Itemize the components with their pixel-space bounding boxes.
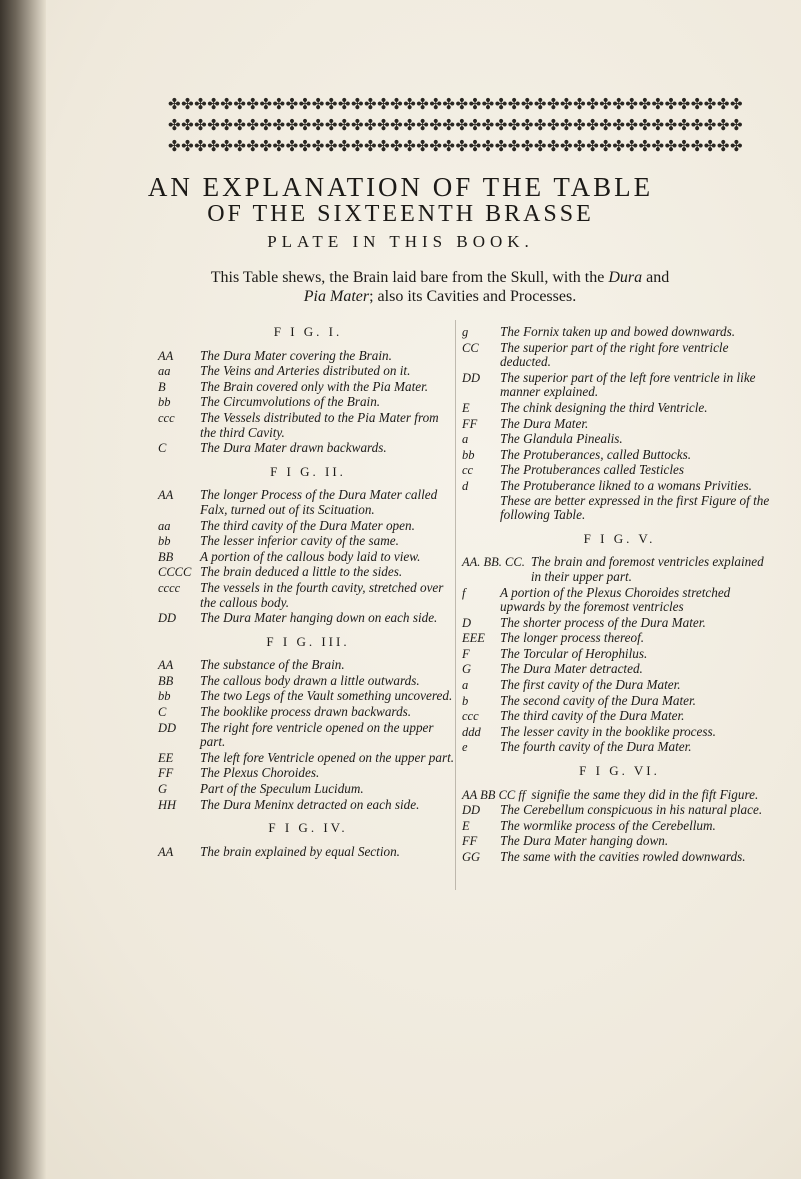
legend-entry — [158, 845, 458, 860]
legend-entry — [158, 674, 458, 689]
legend-entry — [462, 631, 777, 646]
legend-entry — [158, 364, 458, 379]
legend-entry — [462, 647, 777, 662]
entry-text: The Dura Meninx detracted on each side. — [200, 796, 420, 812]
entry-label: BB — [158, 549, 174, 564]
right-column — [462, 325, 777, 866]
legend-entry — [462, 709, 777, 724]
entry-text: The superior part of the right fore ventricle deducted. — [500, 339, 729, 370]
intro-text: ; also its Cavities and Processes. — [369, 288, 577, 305]
ornament-row: ✤✤✤✤✤✤✤✤✤✤✤✤✤✤✤✤✤✤✤✤✤✤✤✤✤✤✤✤✤✤✤✤✤✤✤✤✤✤✤✤✤✤✤✤ — [168, 116, 744, 134]
entry-label: AA — [158, 348, 174, 363]
legend-entry — [158, 550, 458, 565]
legend-entry — [158, 488, 458, 517]
figure-1-entries — [158, 349, 458, 456]
entry-label: DD — [158, 720, 177, 735]
legend-entry — [462, 740, 777, 755]
entry-text: A portion of the callous body laid to view. — [200, 548, 421, 564]
intro-text: and — [642, 269, 670, 286]
entry-label: a — [462, 432, 469, 447]
legend-entry — [158, 395, 458, 410]
legend-entry — [158, 411, 458, 440]
figure-heading: F I G. VI. — [579, 763, 660, 779]
entry-label: DD — [158, 611, 177, 626]
legend-entry — [158, 721, 458, 750]
ornament-row: ✤✤✤✤✤✤✤✤✤✤✤✤✤✤✤✤✤✤✤✤✤✤✤✤✤✤✤✤✤✤✤✤✤✤✤✤✤✤✤✤✤✤✤✤ — [168, 137, 744, 155]
legend-entry — [462, 371, 777, 400]
entry-text: The third cavity of the Dura Mater open. — [200, 517, 415, 533]
legend-entry — [462, 819, 777, 834]
figure-2-entries — [158, 488, 458, 625]
entry-text: The brain deduced a little to the sides. — [200, 564, 403, 580]
entry-text: The Torcular of Herophilus. — [500, 645, 648, 661]
entry-label: E — [462, 818, 470, 833]
entry-label: bb — [462, 447, 475, 462]
entry-label: ccc — [158, 410, 175, 425]
entry-label: DD — [462, 803, 481, 818]
legend-entry — [158, 689, 458, 704]
entry-text: The Vessels distributed to the Pia Mater from the third Cavity. — [200, 409, 439, 440]
entry-text: The Dura Mater covering the Brain. — [200, 347, 392, 363]
legend-entry — [462, 401, 777, 416]
legend-entry — [158, 441, 458, 456]
legend-entry — [462, 417, 777, 432]
legend-entry — [462, 803, 777, 818]
entry-label: AA BB CC ff — [462, 787, 526, 802]
figure-3-entries — [158, 658, 458, 812]
entry-label: b — [462, 693, 469, 708]
entry-label: FF — [462, 416, 478, 431]
entry-text: The Veins and Arteries distributed on it. — [200, 363, 411, 379]
entry-text: The substance of the Brain. — [200, 657, 345, 673]
legend-entry — [158, 782, 458, 797]
entry-label: a — [462, 678, 469, 693]
entry-text: The Cerebellum conspicuous in his natural place. — [500, 802, 763, 818]
entry-text: The booklike process drawn backwards. — [200, 704, 412, 720]
legend-entry — [158, 658, 458, 673]
title-line-2: OF THE SIXTEENTH BRASSE — [207, 201, 594, 227]
legend-entry — [462, 694, 777, 709]
legend-entry — [158, 519, 458, 534]
legend-entry — [462, 479, 777, 523]
figure-heading: F I G. I. — [273, 324, 343, 339]
legend-entry — [158, 705, 458, 720]
legend-entry — [158, 534, 458, 549]
entry-text: The second cavity of the Dura Mater. — [500, 692, 696, 708]
entry-text: The Protuberances, called Buttocks. — [500, 446, 692, 462]
legend-entry — [462, 341, 777, 370]
entry-label: E — [462, 400, 470, 415]
entry-label: AA — [158, 488, 174, 503]
figure-heading: F I G. V. — [583, 530, 656, 546]
entry-label: cc — [462, 463, 474, 478]
legend-entry — [462, 834, 777, 849]
figure-heading: F I G. II. — [270, 463, 346, 479]
legend-entry — [158, 751, 458, 766]
ornament-row: ✤✤✤✤✤✤✤✤✤✤✤✤✤✤✤✤✤✤✤✤✤✤✤✤✤✤✤✤✤✤✤✤✤✤✤✤✤✤✤✤✤✤✤✤ — [168, 95, 744, 113]
entry-label: EEE — [462, 631, 485, 646]
entry-label: bb — [158, 395, 171, 410]
legend-entry — [462, 850, 777, 865]
entry-text: The longer process thereof. — [500, 630, 645, 646]
entry-text: A portion of the Plexus Choroides stretched upwards by the foremost ventricles — [500, 584, 731, 615]
legend-entry — [462, 586, 777, 615]
legend-entry — [462, 662, 777, 677]
entry-label: ccc — [462, 709, 479, 724]
entry-label: AA — [158, 658, 174, 673]
intro-paragraph — [120, 268, 760, 306]
entry-text: The two Legs of the Vault something uncovered. — [200, 688, 453, 704]
entry-text: The left fore Ventricle opened on the upper part. — [200, 749, 455, 765]
legend-entry — [462, 325, 777, 340]
entry-label: CCCC — [158, 565, 192, 580]
entry-label: EE — [158, 750, 174, 765]
intro-text: This Table shews, the Brain laid bare from the Skull, with the — [210, 269, 609, 286]
legend-entry — [462, 448, 777, 463]
entry-label: d — [462, 478, 469, 493]
entry-label: aa — [158, 364, 171, 379]
entry-text: The Brain covered only with the Pia Mater. — [200, 378, 429, 394]
legend-entry — [158, 766, 458, 781]
legend-entry — [462, 432, 777, 447]
legend-entry — [462, 616, 777, 631]
entry-label: GG — [462, 850, 481, 864]
entry-text: The Dura Mater detracted. — [500, 661, 643, 677]
entry-label: AA — [158, 844, 174, 859]
entry-label: ddd — [462, 724, 481, 739]
entry-label: HH — [158, 797, 177, 812]
entry-label: AA. BB. CC. — [462, 555, 525, 570]
legend-entry — [462, 788, 777, 803]
entry-text: The shorter process of the Dura Mater. — [500, 614, 706, 630]
legend-entry — [158, 380, 458, 395]
entry-text: signifie the same they did in the fift Figure. — [531, 786, 759, 802]
figure-5-entries — [462, 555, 777, 755]
entry-label: B — [158, 379, 166, 394]
entry-label: bb — [158, 689, 171, 704]
intro-dura: Dura — [608, 269, 643, 286]
title-line-1: AN EXPLANATION OF THE TABLE — [147, 172, 654, 202]
legend-entry — [462, 725, 777, 740]
entry-text: The wormlike process of the Cerebellum. — [500, 817, 716, 833]
entry-text: Part of the Speculum Lucidum. — [200, 781, 364, 797]
entry-label: G — [462, 662, 472, 677]
entry-text: The brain explained by equal Section. — [200, 843, 400, 859]
entry-label: aa — [158, 518, 171, 533]
entry-label: FF — [462, 834, 478, 849]
title-line-3: PLATE IN THIS BOOK. — [267, 232, 534, 251]
entry-text: The longer Process of the Dura Mater called Falx, turned out of its Scituation. — [200, 487, 438, 517]
entry-text: The chink designing the third Ventricle. — [500, 399, 708, 415]
entry-label: G — [158, 782, 168, 797]
entry-text: The Plexus Choroides. — [200, 765, 320, 781]
entry-text: The Dura Mater drawn backwards. — [200, 440, 387, 456]
entry-text: The vessels in the fourth cavity, stretched over the callous body. — [200, 579, 444, 610]
entry-text: The right fore ventricle opened on the upper part. — [200, 719, 434, 750]
legend-entry — [158, 798, 458, 813]
left-column — [158, 325, 458, 860]
entry-text: The same with the cavities rowled downwards. — [500, 849, 746, 864]
figure-6-entries — [462, 788, 777, 865]
legend-entry — [462, 555, 777, 584]
entry-text: The Dura Mater. — [500, 415, 589, 431]
entry-text: The brain and foremost ventricles explained in their upper part. — [530, 554, 764, 584]
entry-text: The Glandula Pinealis. — [500, 431, 623, 447]
entry-text: The lesser inferior cavity of the same. — [200, 533, 399, 549]
entry-text: The Protuberance likned to a womans Privities. These are better expressed in the first Figure of the following Table. — [500, 477, 770, 523]
entry-label: e — [462, 740, 468, 755]
intro-pia: Pia Mater — [303, 288, 370, 305]
legend-entry — [158, 565, 458, 580]
entry-label: C — [158, 441, 167, 456]
entry-label: D — [462, 615, 472, 630]
figure-heading: F I G. III. — [266, 633, 350, 649]
legend-entry — [462, 463, 777, 478]
entry-label: f — [462, 585, 466, 600]
figure-heading: F I G. IV. — [268, 820, 348, 836]
entry-label: CC — [462, 340, 479, 355]
entry-text: The first cavity of the Dura Mater. — [500, 677, 681, 693]
entry-text: The third cavity of the Dura Mater. — [500, 708, 685, 724]
legend-entry — [158, 581, 458, 610]
entry-label: g — [462, 325, 469, 339]
entry-text: The fourth cavity of the Dura Mater. — [500, 739, 692, 755]
entry-text: The callous body drawn a little outwards. — [200, 672, 420, 688]
entry-text: The lesser cavity in the booklike process. — [500, 723, 716, 739]
entry-text: The Fornix taken up and bowed downwards. — [500, 324, 736, 339]
legend-entry — [158, 611, 458, 626]
entry-label: DD — [462, 370, 481, 385]
legend-entry — [462, 678, 777, 693]
entry-text: The Protuberances called Testicles — [500, 462, 684, 478]
figure-4-continued-entries — [462, 325, 777, 523]
entry-label: cccc — [158, 580, 181, 595]
entry-text: The Circumvolutions of the Brain. — [200, 394, 381, 410]
legend-entry — [158, 349, 458, 364]
entry-label: BB — [158, 673, 174, 688]
entry-label: F — [462, 646, 470, 661]
entry-text: The Dura Mater hanging down on each side. — [200, 610, 438, 626]
entry-text: The superior part of the left fore ventricle in like manner explained. — [500, 369, 756, 400]
entry-label: C — [158, 705, 167, 720]
entry-text: The Dura Mater hanging down. — [500, 833, 669, 849]
figure-4-entries — [158, 845, 458, 860]
entry-label: FF — [158, 766, 174, 781]
entry-label: bb — [158, 534, 171, 549]
